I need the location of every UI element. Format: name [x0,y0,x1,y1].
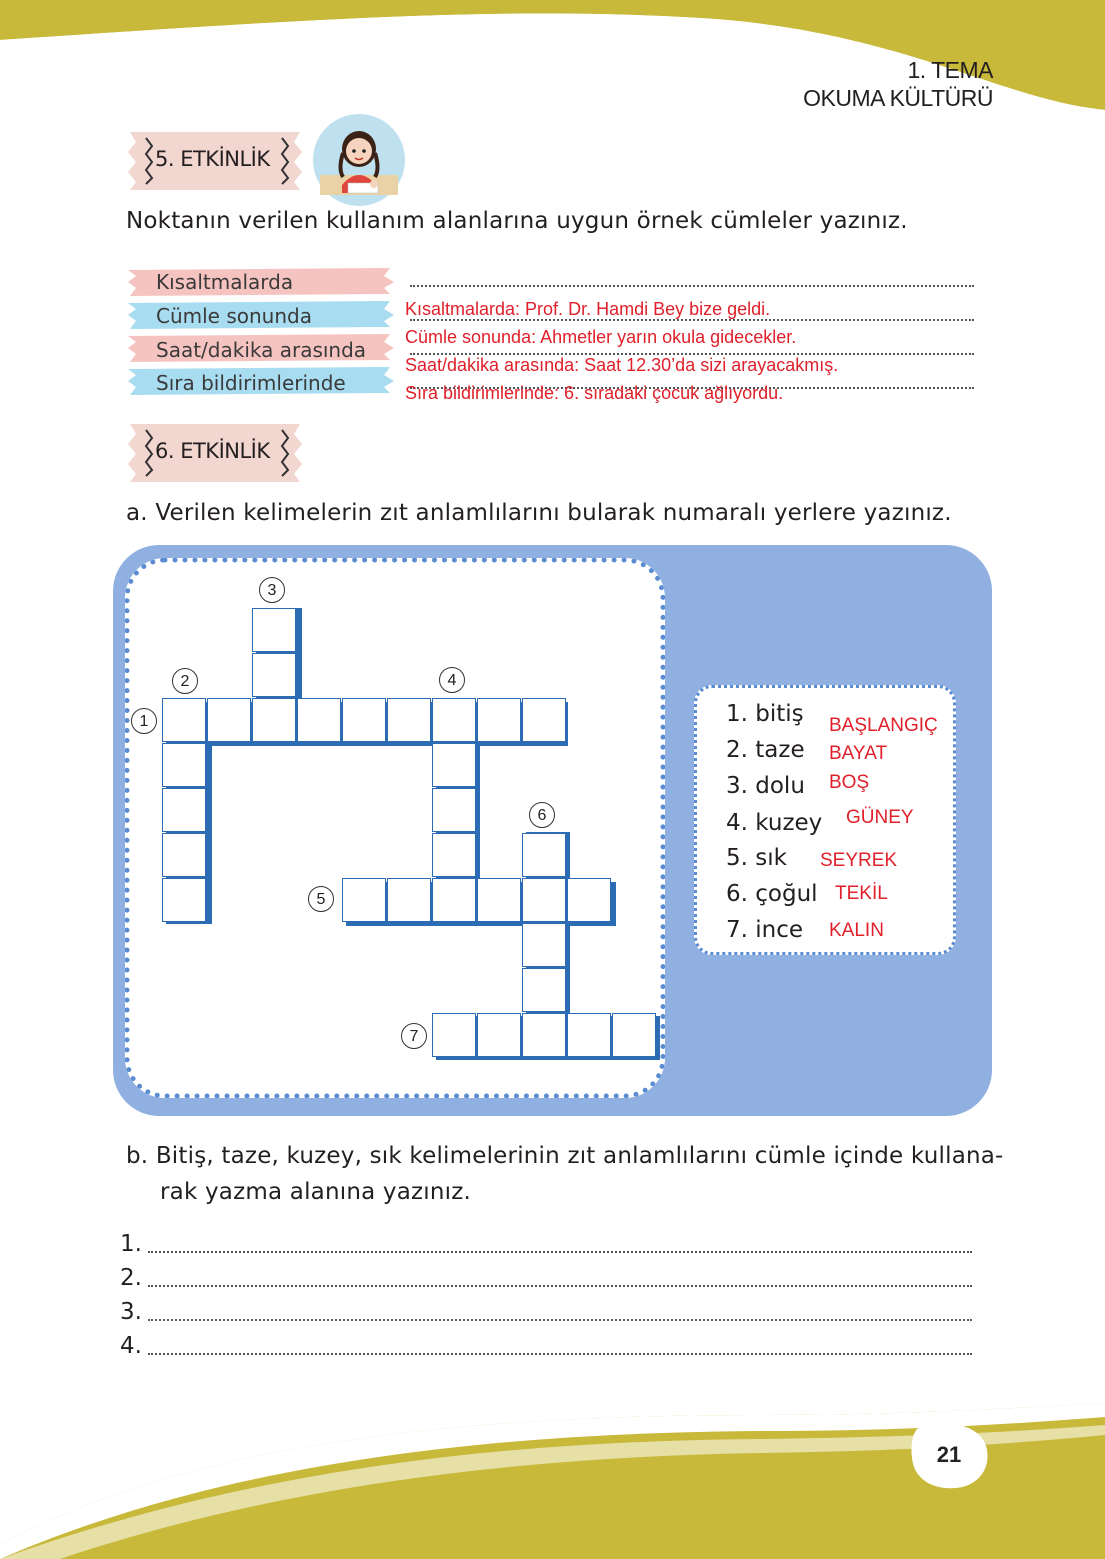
usage-label-4: Sıra bildirimlerinde [156,371,346,395]
clue-number-2: 2 [172,668,198,694]
clue-number-7: 7 [401,1023,427,1049]
writing-line [410,285,974,287]
crossword-cell[interactable] [432,1013,476,1057]
clue-2: 2. taze [726,737,805,763]
crossword-cell[interactable] [162,878,206,922]
crossword-cell[interactable] [477,878,521,922]
writing-line-number-2: 2. [120,1265,142,1291]
crossword-cell[interactable] [567,1013,611,1057]
activity6-instruction-b-line1: b. Bitiş, taze, kuzey, sık kelimelerinin zıt anlamlılarını cümle içinde kullana- [126,1143,1004,1169]
writing-line-number-4: 4. [120,1333,142,1359]
crossword-cell[interactable] [297,698,341,742]
activity6-label: 6. ETKİNLİK [155,439,270,463]
theme-number: 1. TEMA [907,57,993,83]
crossword-cell[interactable] [432,698,476,742]
clue-7: 7. ince [726,917,804,943]
clue-number-1: 1 [131,708,157,734]
crossword-cell[interactable] [432,788,476,832]
crossword-cell[interactable] [342,878,386,922]
activity6-instruction-b-line2: rak yazma alanına yazınız. [160,1179,472,1205]
crossword-cell[interactable] [252,698,296,742]
crossword-cell[interactable] [162,833,206,877]
clue-answer-6: TEKİL [835,883,888,904]
clue-4: 4. kuzey [726,810,823,836]
theme-header [803,56,993,112]
crossword-cell[interactable] [252,608,296,652]
crossword-cell[interactable] [522,878,566,922]
crossword-cell[interactable] [522,968,566,1012]
usage-label-2: Cümle sonunda [156,304,312,328]
crossword-cell[interactable] [387,698,431,742]
writing-line[interactable] [148,1319,972,1321]
crossword-cell[interactable] [522,1013,566,1057]
theme-name: OKUMA KÜLTÜRÜ [803,85,993,111]
writing-line[interactable] [148,1285,972,1287]
clue-number-6: 6 [529,802,555,828]
answer-sentence-3: Saat/dakika arasında: Saat 12.30’da sizi arayacakmış. [405,355,839,375]
crossword-cell[interactable] [522,698,566,742]
crossword-cell[interactable] [477,698,521,742]
answer-sentence-1: Kısaltmalarda: Prof. Dr. Hamdi Bey bize geldi. [405,299,771,319]
crossword-cell[interactable] [432,833,476,877]
page-number: 21 [936,1442,962,1467]
crossword-cell[interactable] [252,653,296,697]
crossword-cell[interactable] [432,743,476,787]
clue-answer-3: BOŞ [829,772,870,793]
crossword-cell[interactable] [387,878,431,922]
clue-number-3: 3 [259,577,285,603]
answer-sentence-2: Cümle sonunda: Ahmetler yarın okula gidecekler. [405,327,797,347]
crossword-cell[interactable] [342,698,386,742]
clue-answer-1: BAŞLANGIÇ [829,715,938,736]
clue-number-4: 4 [439,667,465,693]
crossword-cell[interactable] [432,878,476,922]
clue-answer-2: BAYAT [829,743,888,764]
crossword-cell[interactable] [612,1013,656,1057]
activity5-label: 5. ETKİNLİK [155,147,270,171]
girl-writing-illustration [312,113,406,207]
crossword-cell[interactable] [162,698,206,742]
activity6-instruction-a: a. Verilen kelimelerin zıt anlamlılarını bularak numaralı yerlere yazınız. [126,500,952,526]
usage-label-1: Kısaltmalarda [156,270,294,294]
writing-line[interactable] [148,1353,972,1355]
writing-line-number-1: 1. [120,1231,142,1257]
writing-line-number-3: 3. [120,1299,142,1325]
crossword-cell[interactable] [207,698,251,742]
clue-6: 6. çoğul [726,881,818,907]
crossword-cell[interactable] [477,1013,521,1057]
crossword-cell[interactable] [522,833,566,877]
usage-label-3: Saat/dakika arasında [156,338,367,362]
clue-3: 3. dolu [726,773,805,799]
clue-answer-7: KALIN [829,920,884,941]
crossword-cell[interactable] [567,878,611,922]
crossword-cell[interactable] [162,788,206,832]
clue-1: 1. bitiş [726,701,804,727]
crossword-cell[interactable] [162,743,206,787]
answer-sentence-4: Sıra bildirimlerinde: 6. sıradaki çocuk ağlıyordu. [405,383,784,403]
clue-5: 5. sık [726,845,787,871]
clue-answer-4: GÜNEY [846,807,914,828]
clue-answer-5: SEYREK [820,850,898,871]
crossword-cell[interactable] [522,923,566,967]
activity5-instruction: Noktanın verilen kullanım alanlarına uygun örnek cümleler yazınız. [126,208,908,234]
writing-line[interactable] [148,1251,972,1253]
clue-number-5: 5 [308,886,334,912]
